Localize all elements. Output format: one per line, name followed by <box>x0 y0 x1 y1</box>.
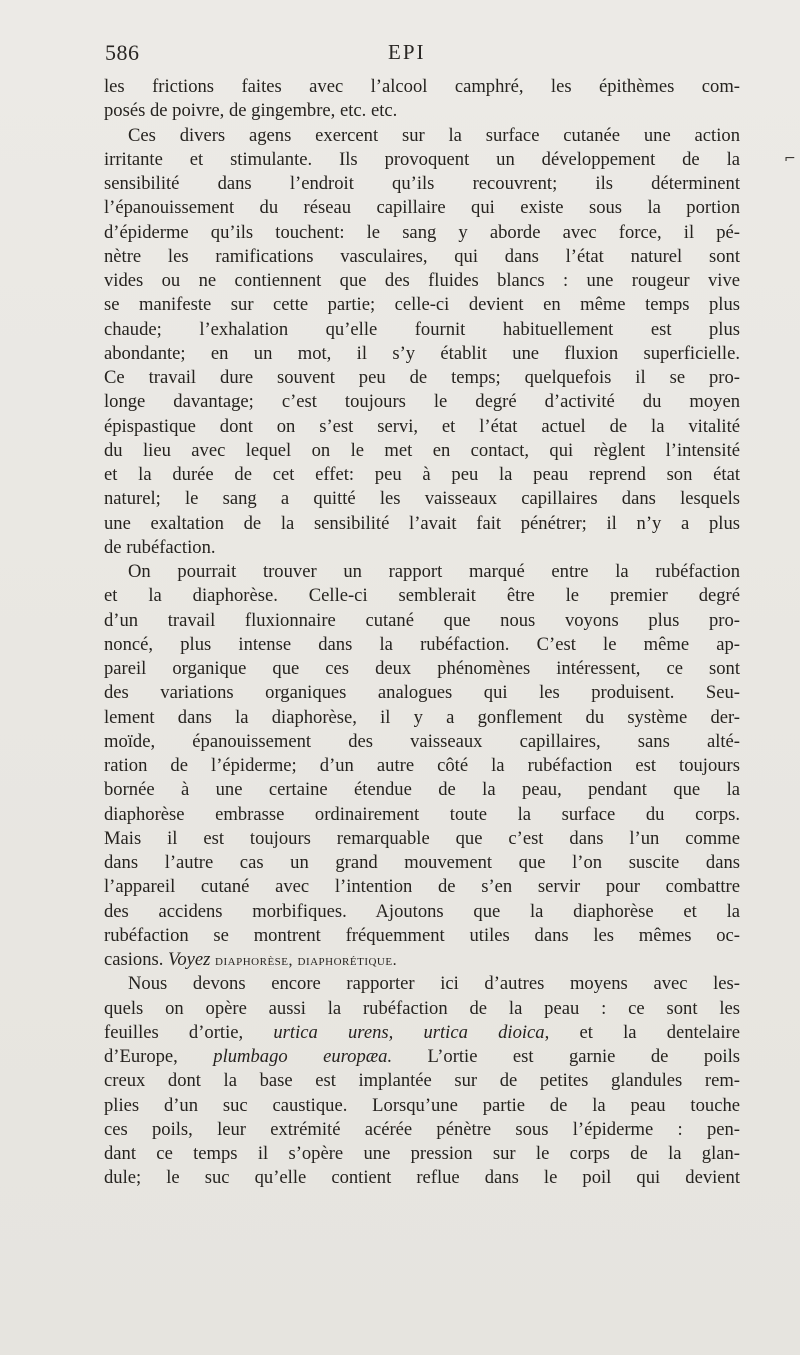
text-line <box>104 754 740 778</box>
text-line <box>104 269 740 293</box>
text-run: moïde, épanouissement des vaisseaux capillaires, sans alté- <box>104 730 740 752</box>
text-line <box>104 560 740 584</box>
text-run: une exaltation de la sensibilité l’avait fait pénétrer; il n’y a plus <box>104 512 740 534</box>
text-run: rubéfaction se montrent fréquemment utiles dans les mêmes oc- <box>104 924 740 946</box>
text-line <box>104 196 740 220</box>
text-run: L’ortie est garnie de poils <box>392 1046 741 1067</box>
text-run: noncé, plus intense dans la rubéfaction. C’est le même ap- <box>104 633 740 655</box>
text-run: diaphorèse embrasse ordinairement toute la surface du corps. <box>104 803 740 825</box>
text-run: les frictions faites avec l’alcool camphré, les épithèmes com- <box>104 76 740 97</box>
text-line <box>104 463 740 487</box>
text-line <box>104 948 740 972</box>
text-line <box>104 75 740 99</box>
text-line <box>104 851 740 875</box>
text-line <box>104 924 740 948</box>
text-run: bornée à une certaine étendue de la peau, pendant que la <box>104 779 740 801</box>
text-run: et la diaphorèse. Celle-ci semblerait être le premier degré <box>104 585 740 607</box>
text-run: vides ou ne contiennent que des fluides blancs : une rougeur vive <box>104 270 740 291</box>
page-header <box>105 40 740 70</box>
text-run: Ce travail dure souvent peu de temps; quelquefois il se pro- <box>104 367 740 388</box>
running-head: EPI <box>388 40 426 64</box>
italic-run: urtica urens, urtica dioica <box>273 1021 545 1043</box>
text-line <box>104 536 740 560</box>
text-run: longe davantage; c’est toujours le degré d’activité du moyen <box>104 391 740 413</box>
text-line <box>104 1094 740 1118</box>
text-run: plies d’un suc caustique. Lorsqu’une partie de la peau touche <box>104 1094 740 1116</box>
text-run: se manifeste sur cette partie; celle-ci devient en même temps plus <box>104 294 740 316</box>
text-run: du lieu avec lequel on le met en contact, qui règlent l’intensité <box>104 439 740 461</box>
text-run: posés de poivre, de gingembre, etc. etc. <box>104 100 398 122</box>
text-run: naturel; le sang a quitté les vaisseaux capillaires dans lesquels <box>104 488 740 510</box>
text-line <box>104 1118 740 1142</box>
text-run: chaude; l’exhalation qu’elle fournit habituellement est plus <box>104 318 740 340</box>
text-run: sensibilité dans l’endroit qu’ils recouvrent; ils déterminent <box>104 173 740 194</box>
text-line <box>104 221 740 245</box>
text-line <box>104 342 740 366</box>
text-run: de rubéfaction. <box>104 536 216 558</box>
text-run: dans l’autre cas un grand mouvement que l’on suscite dans <box>104 852 740 873</box>
text-line <box>104 124 740 148</box>
text-line <box>104 778 740 802</box>
text-line <box>104 803 740 827</box>
text-line <box>104 584 740 608</box>
text-line <box>104 1021 740 1045</box>
text-run: pareil organique que ces deux phénomènes intéressent, ce sont <box>104 658 740 679</box>
text-run: casions. <box>104 949 164 970</box>
text-line <box>104 633 740 657</box>
text-line <box>104 900 740 924</box>
text-run: quels on opère aussi la rubéfaction de la peau : ce sont les <box>104 997 740 1019</box>
body-text <box>104 75 740 1191</box>
italic-run: plumbago europæa. <box>213 1046 393 1067</box>
text-line <box>104 172 740 196</box>
text-line <box>104 366 740 390</box>
text-line <box>104 99 740 123</box>
page-number: 586 <box>105 40 140 65</box>
text-run: épispastique dont on s’est servi, et l’état actuel de la vitalité <box>104 415 740 437</box>
text-run: nètre les ramifications vasculaires, qui dans l’état naturel sont <box>104 245 740 267</box>
text-run: On pourrait trouver un rapport marqué entre la rubéfaction <box>128 561 740 582</box>
text-run: dant ce temps il s’opère une pression sur le corps de la glan- <box>104 1143 740 1164</box>
text-line <box>104 827 740 851</box>
margin-mark: ⌐ <box>784 151 796 167</box>
text-run: et la durée de cet effet: peu à peu la peau reprend son état <box>104 464 740 485</box>
text-line <box>104 681 740 705</box>
text-run: Mais il est toujours remarquable que c’est dans l’un comme <box>104 827 740 849</box>
text-run: d’un travail fluxionnaire cutané que nous voyons plus pro- <box>104 609 740 631</box>
text-run: ration de l’épiderme; d’un autre côté la rubéfaction est toujours <box>104 755 740 776</box>
text-run: lement dans la diaphorèse, il y a gonflement du système der- <box>104 706 740 728</box>
text-line <box>104 390 740 414</box>
text-run: l’appareil cutané avec l’intention de s’en servir pour combattre <box>104 876 740 898</box>
text-line <box>104 972 740 996</box>
text-line <box>104 487 740 511</box>
text-run: feuilles d’ortie, <box>104 1021 244 1043</box>
text-line <box>104 512 740 536</box>
text-run: l’épanouissement du réseau capillaire qui existe sous la portion <box>104 197 740 219</box>
text-line <box>104 1142 740 1166</box>
text-run: irritante et stimulante. Ils provoquent un développement de la <box>104 148 740 170</box>
italic-run: Voyez <box>168 949 211 970</box>
text-line <box>104 439 740 463</box>
text-run: Nous devons encore rapporter ici d’autres moyens avec les- <box>128 973 740 995</box>
text-line <box>104 318 740 342</box>
text-line <box>104 245 740 269</box>
text-run: creux dont la base est implantée sur de petites glandules rem- <box>104 1070 740 1092</box>
text-line <box>104 875 740 899</box>
text-run: des variations organiques analogues qui les produisent. Seu- <box>104 682 740 704</box>
text-run: abondante; en un mot, il s’y établit une fluxion superficielle. <box>104 342 740 364</box>
small-caps-run: diaphorèse, diaphorétique. <box>215 952 398 969</box>
text-line <box>104 148 740 172</box>
text-run: d’Europe, <box>104 1046 178 1067</box>
text-line <box>104 415 740 439</box>
text-line <box>104 609 740 633</box>
text-run: Ces divers agens exercent sur la surface cutanée une action <box>128 124 740 146</box>
text-line <box>104 706 740 730</box>
text-run: des accidens morbifiques. Ajoutons que la diaphorèse et la <box>104 900 740 922</box>
text-line <box>104 997 740 1021</box>
text-run: , et la dentelaire <box>544 1021 741 1043</box>
text-run: d’épiderme qu’ils touchent: le sang y aborde avec force, il pé- <box>104 221 740 243</box>
text-run: dule; le suc qu’elle contient reflue dans le poil qui devient <box>104 1167 740 1189</box>
text-line <box>104 1166 740 1190</box>
text-line <box>104 293 740 317</box>
text-line <box>104 730 740 754</box>
text-line <box>104 657 740 681</box>
text-line <box>104 1069 740 1093</box>
text-run: ces poils, leur extrémité acérée pénètre sous l’épiderme : pen- <box>104 1118 740 1140</box>
text-line <box>104 1045 740 1069</box>
